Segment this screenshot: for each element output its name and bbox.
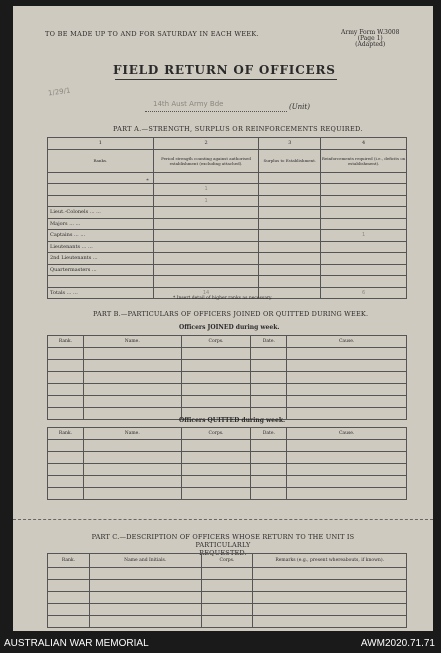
strength-cell: [153, 241, 259, 253]
blank-cell: [181, 476, 251, 488]
unit-label: (Unit): [289, 103, 310, 111]
blank-cell: [48, 488, 84, 500]
blank-cell: [181, 360, 251, 372]
part-c-table: [47, 553, 407, 628]
rank-cell: [48, 218, 154, 230]
strength-cell: 1: [153, 184, 259, 196]
reinforcements-cell: [321, 264, 407, 276]
rank-cell: [48, 195, 154, 207]
quitted-col-rank: Rank.: [48, 428, 84, 440]
perforation-line: [13, 519, 433, 520]
part-a-row: [48, 218, 407, 230]
form-number-line2: (Page 1): [357, 35, 383, 42]
blank-cell: [48, 396, 84, 408]
strength-cell: [153, 230, 259, 242]
form-number-line3: (Adapted): [355, 41, 386, 48]
blank-cell: [48, 372, 84, 384]
footer-left: AUSTRALIAN WAR MEMORIAL: [4, 638, 149, 649]
blank-cell: [251, 372, 287, 384]
blank-cell: [201, 616, 253, 628]
blank-cell: [48, 604, 90, 616]
reinforcements-cell: [321, 253, 407, 265]
blank-cell: [287, 408, 407, 420]
col-header-surplus: Surplus to Establishment.: [259, 149, 321, 172]
blank-row: [48, 476, 407, 488]
part-a-row: [48, 184, 407, 196]
blank-cell: [287, 360, 407, 372]
rank-label: 2nd Lieutenants ...: [50, 255, 98, 262]
joined-col-rank: Rank.: [48, 336, 84, 348]
blank-cell: [48, 568, 90, 580]
strength-cell: [153, 172, 259, 184]
strength-cell: [153, 253, 259, 265]
col-number: 2: [153, 138, 259, 150]
blank-cell: [287, 384, 407, 396]
surplus-cell: [259, 184, 321, 196]
blank-cell: [251, 488, 287, 500]
blank-row: [48, 348, 407, 360]
blank-cell: [48, 452, 84, 464]
joined-col-date: Date.: [251, 336, 287, 348]
blank-row: [48, 568, 407, 580]
reinforcements-cell: 6: [321, 287, 407, 299]
blank-cell: [181, 464, 251, 476]
blank-cell: [83, 476, 181, 488]
blank-cell: [83, 408, 181, 420]
blank-cell: [251, 452, 287, 464]
strength-cell: 14: [153, 287, 259, 299]
surplus-cell: [259, 264, 321, 276]
part-b-title: PART B.—PARTICULARS OF OFFICERS JOINED OR QUITTED DURING WEEK.: [93, 310, 369, 318]
col-number: 4: [321, 138, 407, 150]
rank-cell: [48, 276, 154, 288]
part-a-title: PART A.—STRENGTH, SURPLUS OR REINFORCEMENTS REQUIRED.: [113, 125, 363, 133]
blank-row: [48, 452, 407, 464]
blank-cell: [287, 464, 407, 476]
part-a-footnote: * Insert detail of higher ranks as necessary.: [173, 296, 273, 301]
reinforcements-cell: 1: [321, 230, 407, 242]
blank-cell: [251, 464, 287, 476]
blank-cell: [48, 592, 90, 604]
part-c-title-line2: REQUESTED.: [199, 549, 247, 557]
joined-col-corps: Corps.: [181, 336, 251, 348]
surplus-cell: [259, 241, 321, 253]
reinforcements-cell: [321, 218, 407, 230]
blank-cell: [83, 360, 181, 372]
unit-handwritten: 14th Aust Army Bde: [153, 100, 224, 108]
blank-cell: [83, 440, 181, 452]
blank-row: [48, 372, 407, 384]
reinforcements-cell: [321, 207, 407, 219]
part-a-row: [48, 207, 407, 219]
part-a-row: [48, 253, 407, 265]
part-a-row: [48, 264, 407, 276]
blank-cell: [251, 396, 287, 408]
col-number: 3: [259, 138, 321, 150]
blank-row: [48, 488, 407, 500]
rank-label: Lieut.-Colonels ... ...: [50, 209, 101, 216]
strength-cell: [153, 207, 259, 219]
surplus-cell: [259, 276, 321, 288]
surplus-cell: [259, 207, 321, 219]
rank-label: Totals ... ...: [50, 289, 78, 296]
reinforcements-cell: [321, 172, 407, 184]
part-c-col-name: Name and Initials.: [89, 554, 201, 568]
blank-row: [48, 360, 407, 372]
col-header-reinforcements: Reinforcements required (i.e., deficits on establishment).: [321, 149, 407, 172]
blank-cell: [48, 360, 84, 372]
blank-cell: [251, 440, 287, 452]
blank-cell: [48, 476, 84, 488]
rank-cell: [48, 287, 154, 299]
part-a-row: [48, 195, 407, 207]
blank-cell: [181, 452, 251, 464]
blank-row: [48, 440, 407, 452]
unit-line: [145, 111, 287, 112]
rank-cell: [48, 230, 154, 242]
rank-cell: [48, 264, 154, 276]
blank-cell: [83, 396, 181, 408]
rank-cell: [48, 241, 154, 253]
col-number: 1: [48, 138, 154, 150]
blank-cell: [181, 396, 251, 408]
rank-cell: [48, 184, 154, 196]
strength-cell: 1: [153, 195, 259, 207]
blank-cell: [253, 616, 407, 628]
reinforcements-cell: [321, 241, 407, 253]
surplus-cell: [259, 230, 321, 242]
blank-row: [48, 396, 407, 408]
blank-cell: [287, 476, 407, 488]
blank-cell: [201, 592, 253, 604]
instruction-text: TO BE MADE UP TO AND FOR SATURDAY IN EACH WEEK.: [45, 30, 259, 38]
surplus-cell: [259, 218, 321, 230]
blank-cell: [253, 604, 407, 616]
blank-cell: [201, 604, 253, 616]
form-title: FIELD RETURN OF OFFICERS: [113, 63, 336, 77]
blank-cell: [287, 372, 407, 384]
surplus-cell: [259, 172, 321, 184]
blank-cell: [287, 348, 407, 360]
blank-cell: [48, 384, 84, 396]
rank-cell: [48, 207, 154, 219]
surplus-cell: [259, 253, 321, 265]
blank-row: [48, 616, 407, 628]
blank-cell: [251, 360, 287, 372]
joined-col-cause: Cause.: [287, 336, 407, 348]
strength-cell: [153, 218, 259, 230]
part-c-title-line1: PART C.—DESCRIPTION OF OFFICERS WHOSE RETURN TO THE UNIT IS PARTICULARLY: [91, 533, 355, 549]
blank-cell: [181, 488, 251, 500]
blank-cell: [253, 592, 407, 604]
blank-cell: [181, 440, 251, 452]
quitted-col-date: Date.: [251, 428, 287, 440]
blank-cell: [48, 616, 90, 628]
surplus-cell: [259, 195, 321, 207]
part-a-row: [48, 172, 407, 184]
part-a-row: [48, 230, 407, 242]
reinforcements-cell: [321, 184, 407, 196]
part-c-col-rank: Rank.: [48, 554, 90, 568]
blank-row: [48, 592, 407, 604]
col-header-ranks: Ranks.: [48, 149, 154, 172]
quitted-col-name: Name.: [83, 428, 181, 440]
part-a-row: [48, 276, 407, 288]
blank-row: [48, 464, 407, 476]
title-underline: [115, 79, 337, 80]
strength-cell: [153, 264, 259, 276]
blank-cell: [89, 580, 201, 592]
rank-cell: [48, 253, 154, 265]
blank-cell: [251, 348, 287, 360]
blank-cell: [83, 348, 181, 360]
blank-cell: [287, 488, 407, 500]
blank-cell: [181, 372, 251, 384]
blank-cell: [201, 568, 253, 580]
blank-cell: [201, 580, 253, 592]
blank-cell: [83, 488, 181, 500]
reinforcements-cell: [321, 195, 407, 207]
blank-cell: [287, 440, 407, 452]
quitted-table: [47, 427, 407, 500]
joined-table: [47, 335, 407, 420]
joined-title: Officers JOINED during week.: [179, 324, 280, 331]
blank-cell: [287, 452, 407, 464]
joined-col-name: Name.: [83, 336, 181, 348]
blank-cell: [287, 396, 407, 408]
rank-label: Majors ... ...: [50, 220, 81, 227]
form-page: [13, 6, 433, 631]
rank-label: Quartermasters ...: [50, 266, 97, 273]
blank-row: [48, 580, 407, 592]
blank-cell: [83, 464, 181, 476]
part-c-col-remarks: Remarks (e.g., present whereabouts, if known).: [253, 554, 407, 568]
strength-cell: [153, 276, 259, 288]
rank-label: Captains ... ...: [50, 232, 86, 239]
blank-cell: [251, 476, 287, 488]
blank-cell: [48, 580, 90, 592]
rank-cell: [48, 172, 154, 184]
quitted-col-corps: Corps.: [181, 428, 251, 440]
blank-cell: [89, 568, 201, 580]
form-number: [341, 30, 399, 48]
blank-cell: [83, 372, 181, 384]
margin-note-handwritten: 1/29/1: [47, 86, 71, 98]
col-header-strength: Period strength counting against authorised establishment (excluding attached).: [153, 149, 259, 172]
blank-cell: [253, 580, 407, 592]
blank-cell: [253, 568, 407, 580]
blank-cell: [48, 440, 84, 452]
blank-cell: [48, 408, 84, 420]
blank-cell: [89, 592, 201, 604]
blank-row: [48, 384, 407, 396]
form-number-line1: Army Form W.3008: [341, 29, 400, 36]
blank-cell: [181, 348, 251, 360]
blank-row: [48, 604, 407, 616]
reinforcements-cell: [321, 276, 407, 288]
blank-cell: [83, 384, 181, 396]
rank-label: Lieutenants ... ...: [50, 243, 93, 250]
blank-cell: [251, 384, 287, 396]
blank-cell: [83, 452, 181, 464]
part-c-col-corps: Corps.: [201, 554, 253, 568]
part-a-row: [48, 241, 407, 253]
quitted-title: Officers QUITTED during week.: [179, 417, 286, 424]
asterisk-marker: *: [146, 177, 149, 184]
blank-cell: [48, 348, 84, 360]
blank-cell: [89, 616, 201, 628]
blank-cell: [89, 604, 201, 616]
part-a-table: [47, 137, 407, 299]
blank-cell: [48, 464, 84, 476]
quitted-col-cause: Cause.: [287, 428, 407, 440]
footer-right: AWM2020.71.71: [360, 638, 435, 649]
blank-cell: [181, 384, 251, 396]
